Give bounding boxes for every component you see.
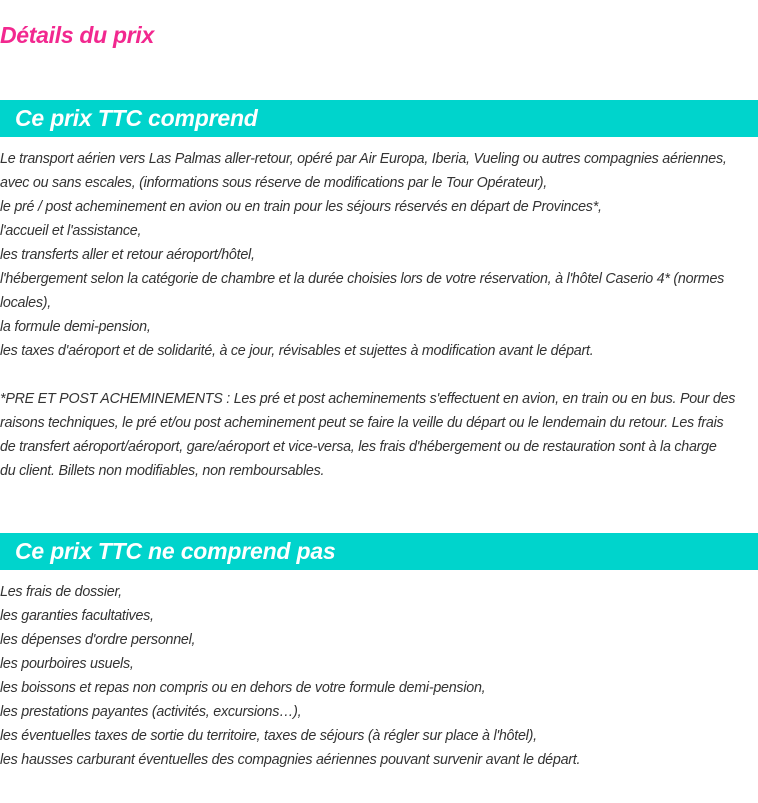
list-item: les dépenses d'ordre personnel, (0, 632, 196, 648)
acheminement-note (0, 387, 758, 483)
excluded-items-list (0, 580, 758, 772)
list-item: les hausses carburant éventuelles des compagnies aériennes pouvant survenir avant le départ. (0, 752, 581, 768)
list-item: les prestations payantes (activités, excursions…), (0, 704, 302, 720)
list-item: les garanties facultatives, (0, 608, 154, 624)
list-item: Les frais de dossier, (0, 584, 122, 600)
note-line: de transfert aéroport/aéroport, gare/aéroport et vice-versa, les frais d'hébergement ou de restauration sont à la charge (0, 439, 717, 455)
list-item: Le transport aérien vers Las Palmas aller-retour, opéré par Air Europa, Iberia, Vueling ou autres compagnies aériennes, (0, 151, 727, 167)
included-items-list (0, 147, 758, 363)
list-item: l'hébergement selon la catégorie de chambre et la durée choisies lors de votre réservation, à l'hôtel Caserio 4* (normes (0, 271, 725, 287)
list-item: les transferts aller et retour aéroport/hôtel, (0, 247, 255, 263)
excluded-section-heading: Ce prix TTC ne comprend pas (0, 533, 758, 570)
list-item: la formule demi-pension, (0, 319, 151, 335)
list-item: avec ou sans escales, (informations sous réserve de modifications par le Tour Opérateur), (0, 175, 547, 191)
list-item: les pourboires usuels, (0, 656, 134, 672)
list-item: l'accueil et l'assistance, (0, 223, 142, 239)
list-item: les éventuelles taxes de sortie du territoire, taxes de séjours (à régler sur place à l'hôtel), (0, 728, 537, 744)
list-item: les taxes d'aéroport et de solidarité, à ce jour, révisables et sujettes à modification avant le départ. (0, 343, 594, 359)
note-line: raisons techniques, le pré et/ou post acheminement peut se faire la veille du départ ou le lendemain du retour. Les frais (0, 415, 724, 431)
list-item: les boissons et repas non compris ou en dehors de votre formule demi-pension, (0, 680, 486, 696)
note-line: du client. Billets non modifiables, non remboursables. (0, 463, 325, 479)
list-item: le pré / post acheminement en avion ou en train pour les séjours réservés en départ de Provinces*, (0, 199, 602, 215)
note-line: *PRE ET POST ACHEMINEMENTS : Les pré et post acheminements s'effectuent en avion, en train ou en bus. Pour des (0, 391, 736, 407)
page-title: Détails du prix (0, 22, 154, 48)
list-item: locales), (0, 295, 51, 311)
included-section-heading: Ce prix TTC comprend (0, 100, 758, 137)
